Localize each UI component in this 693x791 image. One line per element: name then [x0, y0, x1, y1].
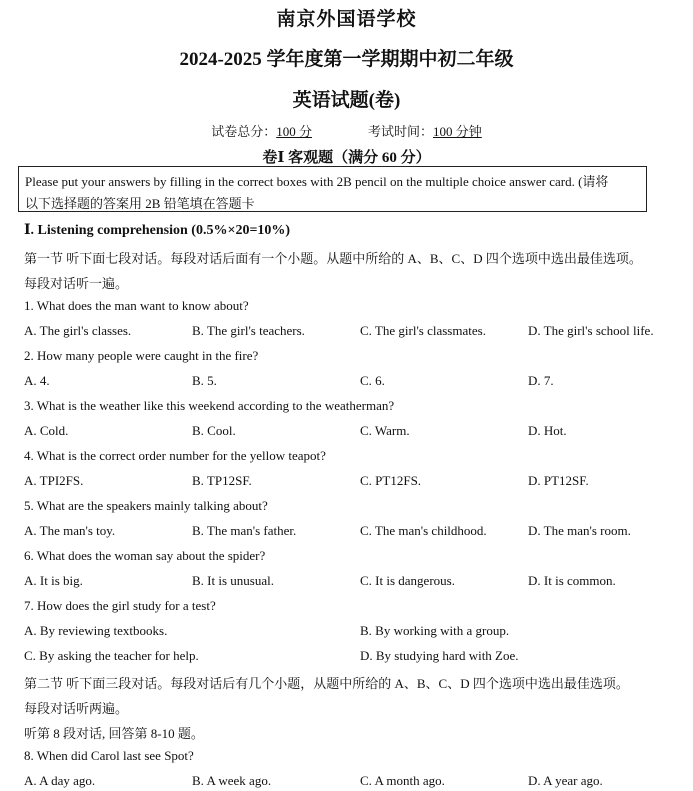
question-3: 3. What is the weather like this weekend according to the weatherman?: [24, 398, 395, 413]
subject-title: 英语试题(卷): [292, 90, 401, 111]
q8-option-d: D. A year ago.: [528, 773, 603, 788]
q7-option-c: C. By asking the teacher for help.: [24, 648, 199, 663]
q2-option-a: A. 4.: [24, 373, 50, 388]
question-1: 1. What does the man want to know about?: [24, 298, 249, 313]
q4-option-c: C. PT12FS.: [360, 473, 422, 488]
q7-option-d: D. By studying hard with Zoe.: [360, 648, 519, 663]
q4-option-b: B. TP12SF.: [192, 473, 252, 488]
part2-instruction-line-2: 每段对话听两遍。: [24, 701, 129, 716]
q7-option-a: A. By reviewing textbooks.: [24, 623, 168, 638]
instruction-box: [18, 166, 647, 212]
dialog8-intro: 听第 8 段对话, 回答第 8-10 题。: [24, 726, 204, 741]
q5-option-b: B. The man's father.: [192, 523, 297, 538]
total-score-value: 100 分: [276, 124, 312, 139]
q3-option-b: B. Cool.: [192, 423, 236, 438]
q5-option-d: D. The man's room.: [528, 523, 631, 538]
q8-option-b: B. A week ago.: [192, 773, 272, 788]
q3-option-a: A. Cold.: [24, 423, 69, 438]
q1-option-b: B. The girl's teachers.: [192, 323, 305, 338]
q4-option-a: A. TPI2FS.: [24, 473, 84, 488]
time-value: 100 分钟: [433, 124, 482, 139]
question-4: 4. What is the correct order number for the yellow teapot?: [24, 448, 326, 463]
q5-option-c: C. The man's childhood.: [360, 523, 487, 538]
q3-option-c: C. Warm.: [360, 423, 410, 438]
question-6: 6. What does the woman say about the spider?: [24, 548, 266, 563]
question-5: 5. What are the speakers mainly talking about?: [24, 498, 268, 513]
exam-meta: [0, 121, 693, 140]
q7-option-b: B. By working with a group.: [360, 623, 510, 638]
q1-option-a: A. The girl's classes.: [24, 323, 132, 338]
q6-option-c: C. It is dangerous.: [360, 573, 455, 588]
instruction-line-2: 以下选择题的答案用 2B 铅笔填在答题卡: [25, 196, 255, 211]
section-heading: Ⅰ. Listening comprehension (0.5%×20=10%): [24, 223, 291, 238]
question-8: 8. When did Carol last see Spot?: [24, 748, 194, 763]
q8-option-a: A. A day ago.: [24, 773, 96, 788]
exam-title: 2024-2025 学年度第一学期期中初二年级: [179, 49, 514, 70]
question-2: 2. How many people were caught in the fire?: [24, 348, 259, 363]
school-name: 南京外国语学校: [276, 9, 417, 30]
time-label: 考试时间：: [368, 124, 434, 139]
part1-instruction-line-2: 每段对话听一遍。: [24, 276, 129, 291]
volume-heading: 卷Ⅰ 客观题（满分 60 分）: [262, 150, 431, 166]
q2-option-d: D. 7.: [528, 373, 554, 388]
q1-option-d: D. The girl's school life.: [528, 323, 654, 338]
q2-option-b: B. 5.: [192, 373, 217, 388]
q8-option-c: C. A month ago.: [360, 773, 445, 788]
q4-option-d: D. PT12SF.: [528, 473, 589, 488]
q3-option-d: D. Hot.: [528, 423, 567, 438]
question-7: 7. How does the girl study for a test?: [24, 598, 216, 613]
q6-option-d: D. It is common.: [528, 573, 616, 588]
q6-option-b: B. It is unusual.: [192, 573, 274, 588]
total-score-label: 试卷总分：: [211, 124, 277, 139]
instruction-line-1: Please put your answers by filling in the correct boxes with 2B pencil on the multiple choice answer card. (请将: [25, 174, 609, 189]
part1-instruction-line-1: 第一节 听下面七段对话。每段对话后面有一个小题。从题中所给的 A、B、C、D 四个选项中选出最佳选项。: [24, 251, 642, 266]
q5-option-a: A. The man's toy.: [24, 523, 116, 538]
q2-option-c: C. 6.: [360, 373, 385, 388]
q1-option-c: C. The girl's classmates.: [360, 323, 486, 338]
part2-instruction-line-1: 第二节 听下面三段对话。每段对话后有几个小题，从题中所给的 A、B、C、D 四个选项中选出最佳选项。: [24, 676, 629, 691]
q6-option-a: A. It is big.: [24, 573, 83, 588]
